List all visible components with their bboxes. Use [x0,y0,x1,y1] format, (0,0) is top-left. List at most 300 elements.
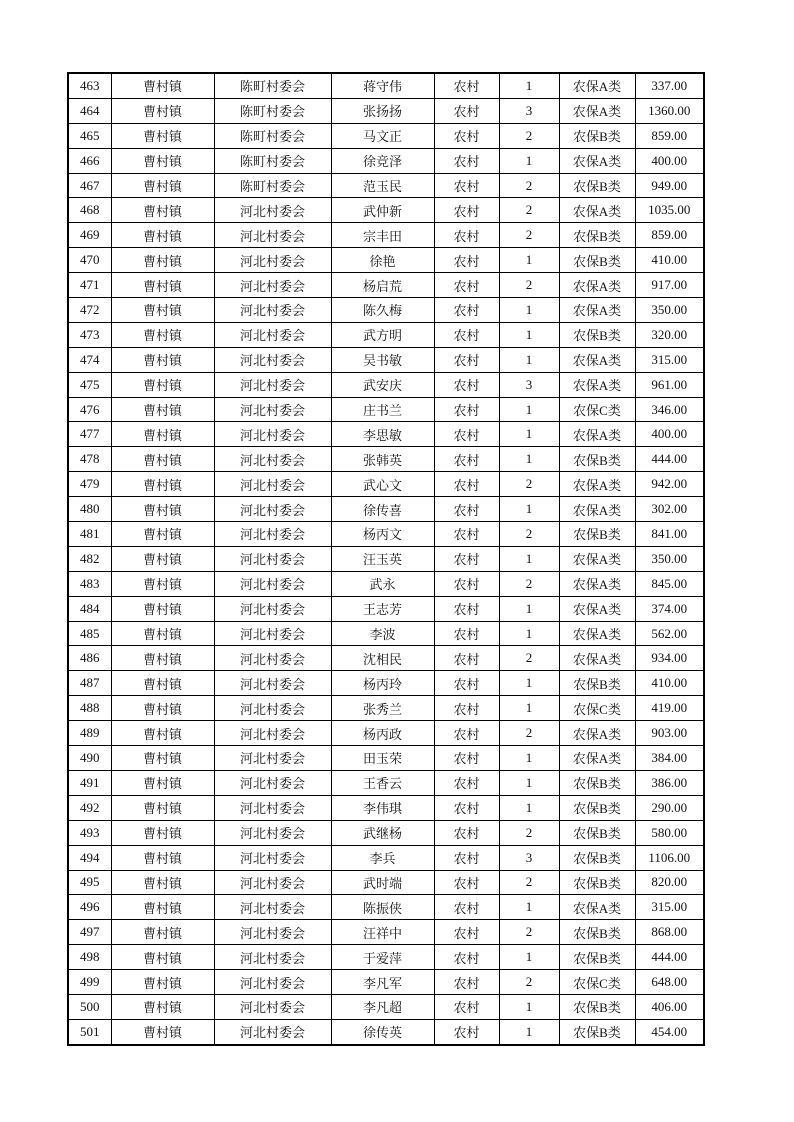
household-type-cell: 农村 [434,1019,499,1044]
household-type-cell: 农村 [434,123,499,148]
table-row [68,845,704,870]
row-number-cell: 485 [68,621,111,646]
household-type-cell: 农村 [434,621,499,646]
row-number-cell: 494 [68,845,111,870]
table-row [68,223,704,248]
table-row [68,148,704,173]
amount-cell: 917.00 [635,273,704,298]
household-type-cell: 农村 [434,770,499,795]
village-committee-cell: 河北村委会 [214,646,331,671]
row-number-cell: 469 [68,223,111,248]
table-row [68,945,704,970]
village-committee-cell: 河北村委会 [214,546,331,571]
household-type-cell: 农村 [434,347,499,372]
town-cell: 曹村镇 [111,173,214,198]
member-count-cell: 2 [499,522,559,547]
household-type-cell: 农村 [434,372,499,397]
name-cell: 徐传英 [331,1019,434,1044]
table-row [68,123,704,148]
amount-cell: 868.00 [635,920,704,945]
town-cell: 曹村镇 [111,422,214,447]
town-cell: 曹村镇 [111,795,214,820]
table-row [68,746,704,771]
household-type-cell: 农村 [434,148,499,173]
row-number-cell: 465 [68,123,111,148]
household-type-cell: 农村 [434,422,499,447]
town-cell: 曹村镇 [111,322,214,347]
insurance-category-cell: 农保B类 [559,671,635,696]
table-row [68,994,704,1019]
member-count-cell: 1 [499,422,559,447]
table-row [68,646,704,671]
village-committee-cell: 河北村委会 [214,447,331,472]
name-cell: 于爱萍 [331,945,434,970]
insurance-category-cell: 农保B类 [559,920,635,945]
table-row [68,472,704,497]
member-count-cell: 3 [499,98,559,123]
insurance-category-cell: 农保A类 [559,571,635,596]
town-cell: 曹村镇 [111,870,214,895]
insurance-category-cell: 农保B类 [559,845,635,870]
name-cell: 李凡超 [331,994,434,1019]
household-type-cell: 农村 [434,870,499,895]
row-number-cell: 484 [68,596,111,621]
row-number-cell: 464 [68,98,111,123]
town-cell: 曹村镇 [111,472,214,497]
amount-cell: 820.00 [635,870,704,895]
member-count-cell: 2 [499,920,559,945]
amount-cell: 845.00 [635,571,704,596]
table-row [68,522,704,547]
town-cell: 曹村镇 [111,522,214,547]
table-row [68,1019,704,1044]
insurance-category-cell: 农保B类 [559,770,635,795]
village-committee-cell: 河北村委会 [214,472,331,497]
row-number-cell: 480 [68,497,111,522]
village-committee-cell: 河北村委会 [214,347,331,372]
village-committee-cell: 河北村委会 [214,845,331,870]
town-cell: 曹村镇 [111,347,214,372]
table-row [68,397,704,422]
town-cell: 曹村镇 [111,198,214,223]
member-count-cell: 1 [499,621,559,646]
household-type-cell: 农村 [434,298,499,323]
row-number-cell: 477 [68,422,111,447]
household-type-cell: 农村 [434,522,499,547]
name-cell: 李思敏 [331,422,434,447]
member-count-cell: 2 [499,123,559,148]
amount-cell: 454.00 [635,1019,704,1044]
table-row [68,422,704,447]
insurance-category-cell: 农保B类 [559,322,635,347]
member-count-cell: 2 [499,273,559,298]
insurance-category-cell: 农保A类 [559,497,635,522]
name-cell: 杨启荒 [331,273,434,298]
member-count-cell: 1 [499,248,559,273]
table-row [68,298,704,323]
name-cell: 武心文 [331,472,434,497]
table-row [68,546,704,571]
town-cell: 曹村镇 [111,970,214,995]
table-row [68,895,704,920]
name-cell: 张秀兰 [331,696,434,721]
household-type-cell: 农村 [434,98,499,123]
amount-cell: 400.00 [635,422,704,447]
household-type-cell: 农村 [434,198,499,223]
household-type-cell: 农村 [434,746,499,771]
insurance-category-cell: 农保B类 [559,945,635,970]
amount-cell: 406.00 [635,994,704,1019]
name-cell: 张韩英 [331,447,434,472]
town-cell: 曹村镇 [111,820,214,845]
row-number-cell: 470 [68,248,111,273]
village-committee-cell: 河北村委会 [214,945,331,970]
name-cell: 李伟琪 [331,795,434,820]
village-committee-cell: 河北村委会 [214,497,331,522]
member-count-cell: 1 [499,322,559,347]
village-committee-cell: 河北村委会 [214,273,331,298]
row-number-cell: 472 [68,298,111,323]
village-committee-cell: 河北村委会 [214,322,331,347]
name-cell: 沈相民 [331,646,434,671]
town-cell: 曹村镇 [111,447,214,472]
name-cell: 武仲新 [331,198,434,223]
village-committee-cell: 河北村委会 [214,895,331,920]
town-cell: 曹村镇 [111,746,214,771]
village-committee-cell: 河北村委会 [214,970,331,995]
insurance-category-cell: 农保A类 [559,347,635,372]
amount-cell: 444.00 [635,945,704,970]
village-committee-cell: 河北村委会 [214,621,331,646]
name-cell: 庄书兰 [331,397,434,422]
household-type-cell: 农村 [434,273,499,298]
town-cell: 曹村镇 [111,571,214,596]
table-row [68,98,704,123]
name-cell: 李兵 [331,845,434,870]
town-cell: 曹村镇 [111,920,214,945]
table-row [68,248,704,273]
name-cell: 王香云 [331,770,434,795]
town-cell: 曹村镇 [111,148,214,173]
household-type-cell: 农村 [434,945,499,970]
insurance-category-cell: 农保B类 [559,248,635,273]
row-number-cell: 492 [68,795,111,820]
name-cell: 汪祥中 [331,920,434,945]
name-cell: 武时端 [331,870,434,895]
table-row [68,795,704,820]
town-cell: 曹村镇 [111,770,214,795]
name-cell: 王志芳 [331,596,434,621]
amount-cell: 1035.00 [635,198,704,223]
insurance-category-cell: 农保A类 [559,372,635,397]
name-cell: 吴书敏 [331,347,434,372]
amount-cell: 444.00 [635,447,704,472]
amount-cell: 942.00 [635,472,704,497]
member-count-cell: 2 [499,820,559,845]
row-number-cell: 500 [68,994,111,1019]
town-cell: 曹村镇 [111,845,214,870]
village-committee-cell: 河北村委会 [214,397,331,422]
row-number-cell: 473 [68,322,111,347]
member-count-cell: 2 [499,646,559,671]
row-number-cell: 499 [68,970,111,995]
household-type-cell: 农村 [434,845,499,870]
town-cell: 曹村镇 [111,621,214,646]
member-count-cell: 2 [499,870,559,895]
row-number-cell: 496 [68,895,111,920]
row-number-cell: 478 [68,447,111,472]
amount-cell: 384.00 [635,746,704,771]
village-committee-cell: 河北村委会 [214,994,331,1019]
household-type-cell: 农村 [434,571,499,596]
amount-cell: 315.00 [635,895,704,920]
amount-cell: 315.00 [635,347,704,372]
insurance-category-cell: 农保B类 [559,820,635,845]
row-number-cell: 501 [68,1019,111,1044]
town-cell: 曹村镇 [111,123,214,148]
insurance-category-cell: 农保A类 [559,895,635,920]
village-committee-cell: 陈町村委会 [214,98,331,123]
household-type-cell: 农村 [434,472,499,497]
town-cell: 曹村镇 [111,596,214,621]
row-number-cell: 467 [68,173,111,198]
village-committee-cell: 河北村委会 [214,920,331,945]
table-row [68,497,704,522]
table-row [68,820,704,845]
town-cell: 曹村镇 [111,721,214,746]
insurance-category-cell: 农保B类 [559,447,635,472]
insurance-category-cell: 农保B类 [559,223,635,248]
village-committee-cell: 河北村委会 [214,248,331,273]
amount-cell: 961.00 [635,372,704,397]
village-committee-cell: 河北村委会 [214,298,331,323]
amount-cell: 419.00 [635,696,704,721]
member-count-cell: 2 [499,721,559,746]
household-type-cell: 农村 [434,248,499,273]
amount-cell: 1360.00 [635,98,704,123]
village-committee-cell: 河北村委会 [214,696,331,721]
member-count-cell: 2 [499,173,559,198]
name-cell: 宗丰田 [331,223,434,248]
member-count-cell: 1 [499,397,559,422]
village-committee-cell: 河北村委会 [214,422,331,447]
household-type-cell: 农村 [434,920,499,945]
household-type-cell: 农村 [434,596,499,621]
table-row [68,347,704,372]
table-row [68,447,704,472]
amount-cell: 841.00 [635,522,704,547]
insurance-category-cell: 农保C类 [559,970,635,995]
insurance-category-cell: 农保A类 [559,273,635,298]
name-cell: 杨丙玲 [331,671,434,696]
town-cell: 曹村镇 [111,98,214,123]
member-count-cell: 1 [499,945,559,970]
town-cell: 曹村镇 [111,994,214,1019]
table-row [68,696,704,721]
name-cell: 李波 [331,621,434,646]
household-type-cell: 农村 [434,671,499,696]
household-type-cell: 农村 [434,895,499,920]
village-committee-cell: 河北村委会 [214,1019,331,1044]
village-committee-cell: 河北村委会 [214,571,331,596]
table-row [68,621,704,646]
household-type-cell: 农村 [434,223,499,248]
town-cell: 曹村镇 [111,895,214,920]
insurance-category-cell: 农保B类 [559,123,635,148]
insurance-category-cell: 农保A类 [559,621,635,646]
household-type-cell: 农村 [434,397,499,422]
name-cell: 杨丙政 [331,721,434,746]
member-count-cell: 1 [499,795,559,820]
amount-cell: 859.00 [635,223,704,248]
member-count-cell: 1 [499,497,559,522]
table-row [68,173,704,198]
insurance-category-cell: 农保A类 [559,546,635,571]
amount-cell: 934.00 [635,646,704,671]
village-committee-cell: 河北村委会 [214,198,331,223]
member-count-cell: 3 [499,372,559,397]
row-number-cell: 474 [68,347,111,372]
town-cell: 曹村镇 [111,298,214,323]
village-committee-cell: 陈町村委会 [214,148,331,173]
town-cell: 曹村镇 [111,546,214,571]
member-count-cell: 1 [499,696,559,721]
member-count-cell: 1 [499,746,559,771]
household-type-cell: 农村 [434,696,499,721]
village-committee-cell: 河北村委会 [214,746,331,771]
household-type-cell: 农村 [434,497,499,522]
household-type-cell: 农村 [434,994,499,1019]
name-cell: 徐传喜 [331,497,434,522]
village-committee-cell: 河北村委会 [214,522,331,547]
insurance-category-cell: 农保A类 [559,298,635,323]
member-count-cell: 3 [499,845,559,870]
insurance-category-cell: 农保A类 [559,198,635,223]
amount-cell: 859.00 [635,123,704,148]
household-type-cell: 农村 [434,173,499,198]
row-number-cell: 495 [68,870,111,895]
beneficiary-table [67,72,705,1046]
town-cell: 曹村镇 [111,497,214,522]
row-number-cell: 479 [68,472,111,497]
amount-cell: 350.00 [635,546,704,571]
village-committee-cell: 河北村委会 [214,596,331,621]
insurance-category-cell: 农保A类 [559,596,635,621]
household-type-cell: 农村 [434,820,499,845]
table-row [68,870,704,895]
member-count-cell: 2 [499,970,559,995]
member-count-cell: 1 [499,1019,559,1044]
row-number-cell: 486 [68,646,111,671]
village-committee-cell: 陈町村委会 [214,123,331,148]
table-row [68,596,704,621]
name-cell: 武安庆 [331,372,434,397]
member-count-cell: 1 [499,148,559,173]
insurance-category-cell: 农保C类 [559,696,635,721]
amount-cell: 337.00 [635,73,704,98]
insurance-category-cell: 农保C类 [559,397,635,422]
name-cell: 蒋守伟 [331,73,434,98]
name-cell: 李凡军 [331,970,434,995]
member-count-cell: 1 [499,994,559,1019]
village-committee-cell: 河北村委会 [214,223,331,248]
insurance-category-cell: 农保A类 [559,472,635,497]
village-committee-cell: 陈町村委会 [214,173,331,198]
member-count-cell: 1 [499,73,559,98]
row-number-cell: 493 [68,820,111,845]
amount-cell: 374.00 [635,596,704,621]
amount-cell: 562.00 [635,621,704,646]
row-number-cell: 466 [68,148,111,173]
row-number-cell: 483 [68,571,111,596]
insurance-category-cell: 农保A类 [559,646,635,671]
village-committee-cell: 河北村委会 [214,372,331,397]
member-count-cell: 2 [499,472,559,497]
household-type-cell: 农村 [434,721,499,746]
member-count-cell: 2 [499,198,559,223]
name-cell: 汪玉英 [331,546,434,571]
row-number-cell: 468 [68,198,111,223]
name-cell: 杨丙文 [331,522,434,547]
insurance-category-cell: 农保B类 [559,1019,635,1044]
table-row [68,770,704,795]
table-row [68,571,704,596]
insurance-category-cell: 农保B类 [559,795,635,820]
village-committee-cell: 河北村委会 [214,820,331,845]
member-count-cell: 1 [499,596,559,621]
town-cell: 曹村镇 [111,223,214,248]
amount-cell: 410.00 [635,248,704,273]
row-number-cell: 476 [68,397,111,422]
table-row [68,198,704,223]
insurance-category-cell: 农保B类 [559,522,635,547]
town-cell: 曹村镇 [111,73,214,98]
member-count-cell: 1 [499,546,559,571]
household-type-cell: 农村 [434,322,499,347]
member-count-cell: 1 [499,298,559,323]
town-cell: 曹村镇 [111,372,214,397]
amount-cell: 903.00 [635,721,704,746]
insurance-category-cell: 农保A类 [559,721,635,746]
name-cell: 马文正 [331,123,434,148]
member-count-cell: 1 [499,770,559,795]
town-cell: 曹村镇 [111,646,214,671]
row-number-cell: 489 [68,721,111,746]
town-cell: 曹村镇 [111,1019,214,1044]
name-cell: 陈振侠 [331,895,434,920]
town-cell: 曹村镇 [111,273,214,298]
row-number-cell: 487 [68,671,111,696]
household-type-cell: 农村 [434,546,499,571]
name-cell: 田玉荣 [331,746,434,771]
row-number-cell: 471 [68,273,111,298]
household-type-cell: 农村 [434,646,499,671]
amount-cell: 400.00 [635,148,704,173]
insurance-category-cell: 农保B类 [559,994,635,1019]
amount-cell: 386.00 [635,770,704,795]
table-row [68,970,704,995]
village-committee-cell: 河北村委会 [214,795,331,820]
table-row [68,372,704,397]
town-cell: 曹村镇 [111,671,214,696]
row-number-cell: 482 [68,546,111,571]
row-number-cell: 490 [68,746,111,771]
table-row [68,920,704,945]
insurance-category-cell: 农保A类 [559,746,635,771]
amount-cell: 320.00 [635,322,704,347]
village-committee-cell: 河北村委会 [214,671,331,696]
insurance-category-cell: 农保A类 [559,148,635,173]
